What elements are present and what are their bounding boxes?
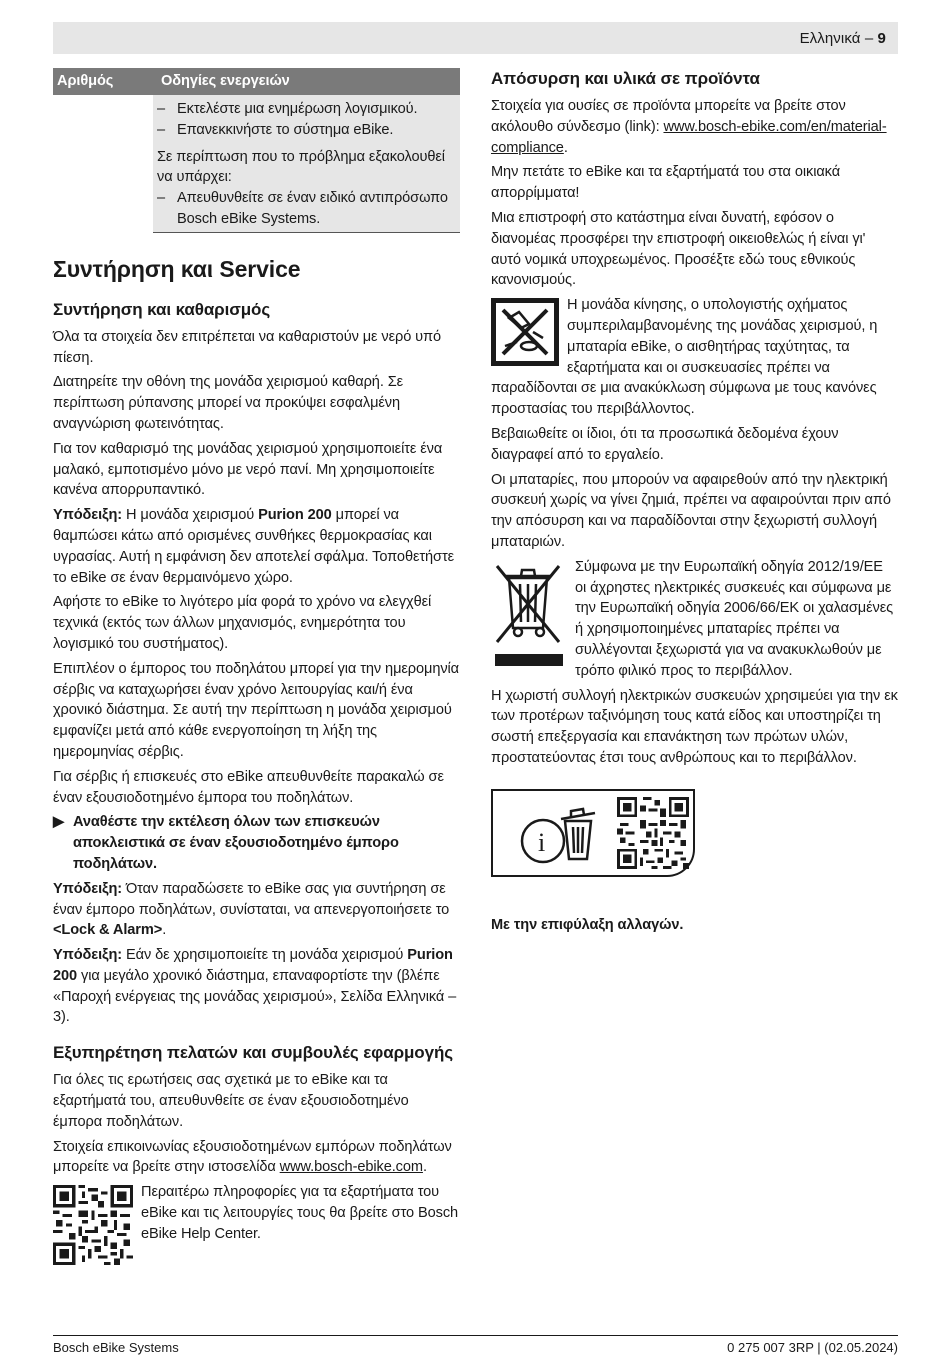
note-label: Υπόδειξη: [53, 947, 123, 964]
qr-code-icon[interactable] [617, 797, 689, 869]
header-separator: – [864, 30, 874, 47]
crossed-bin-icon [491, 560, 567, 668]
dash-bullet: – [157, 190, 166, 207]
info-letter: i [538, 827, 546, 857]
subsection-title-disposal: Απόσυρση και υλικά σε προϊόντα [491, 69, 760, 88]
info-recycle-icon [511, 799, 601, 869]
note-label: Υπόδειξη: [53, 880, 123, 897]
section-title: Συντήρηση και Service [53, 255, 301, 282]
website-link[interactable]: www.bosch-ebike.com [279, 1159, 423, 1176]
note-text: . [162, 922, 167, 939]
subsection-title-maintenance: Συντήρηση και καθαρισμός [53, 299, 271, 319]
paragraph-text: Στοιχεία επικοινωνίας εξουσιοδοτημένων εμπόρων ποδηλάτων μπορείτε να βρείτε στην ιστοσελίδα [53, 1138, 452, 1176]
paragraph: Βεβαιωθείτε οι ίδιοι, ότι τα προσωπικά δεδομένα έχουν διαγραφεί από το εργαλείο. [491, 425, 839, 463]
paragraph: Επιπλέον ο έμπορος του ποδηλάτου μπορεί για την ημερομηνία σέρβις να καταχωρήσει έναν χρόνο λειτουργίας και/ή ένα χρονικό διάστημα. Σε αυτή την περίπτωση η μονάδα χειρισμού εμφανίζει μετά από κάθε ενεργοποίηση τη λήξη της ημερομηνίας σέρβις. [53, 660, 460, 760]
paragraph: Οι μπαταρίες, που μπορούν να αφαιρεθούν από την ηλεκτρική συσκευή χωρίς να γίνει ζημιά, πρέπει να αφαιρούνται πριν από την απόσυρση και να παραδίδονται στην ξεχωριστή συλλογή μπαταριών. [491, 471, 891, 550]
note-paragraph [53, 505, 460, 588]
reserve-note: Με την επιφύλαξη αλλαγών. [491, 916, 684, 933]
table-header-number: Αριθμός [53, 68, 153, 95]
left-column [53, 68, 460, 1269]
table-row [53, 95, 460, 232]
footer-doc-id: 0 275 007 3RP | (02.05.2024) [727, 1340, 898, 1355]
note-label: Υπόδειξη: [53, 507, 123, 524]
paragraph-text: . [422, 1159, 427, 1176]
paragraph-text: Στοιχεία για ουσίες σε προϊόντα μπορείτε να βρείτε στον ακόλουθο σύνδεσμο (link): [491, 98, 846, 135]
product-name: Purion 200 [258, 507, 332, 524]
paragraph: Όλα τα στοιχεία δεν επιτρέπεται να καθαριστούν με νερό υπό πίεση. [53, 328, 442, 366]
paragraph: Μην πετάτε το eBike και τα εξαρτήματά του στα οικιακά απορρίμματα! [491, 164, 841, 202]
table-header-actions: Οδηγίες ενεργειών [153, 68, 460, 95]
instruction-text: Αναθέστε την εκτέλεση όλων των επισκευών αποκλειστικά σε έναν εξουσιοδοτημένο έμπορο ποδηλάτων. [73, 814, 399, 872]
weee-block [491, 557, 898, 682]
arrow-icon: ▶ [53, 814, 65, 831]
footer-divider [53, 1335, 898, 1336]
qr-code-icon[interactable] [53, 1185, 133, 1265]
page-header-text [800, 30, 886, 47]
list-item [157, 188, 456, 230]
weee-text: Σύμφωνα με την Ευρωπαϊκή οδηγία 2012/19/ΕΕ οι άχρηστες ηλεκτρικές συσκευές και σύμφωνα με την Ευρωπαϊκή οδηγία 2006/66/ΕΚ οι χαλασμένες ή χρησιμοποιημένες μπαταρίες πρέπει να συλλέγονται ξεχωριστά για να ανακυκλωθούν με τρόπο φιλικό προς το περιβάλλον. [575, 558, 894, 679]
product-name: Purion 200 [53, 947, 453, 984]
paragraph-text: . [563, 139, 568, 156]
page-number: 9 [877, 30, 886, 47]
paragraph: Αφήστε το eBike το λιγότερο μία φορά το χρόνο να ελεγχθεί τεχνικά (εκτός των άλλων μηχανισμός, ενημερότητα του λογισμικό του συστήματος). [53, 594, 432, 652]
list-item-text: Επανεκκινήστε το σύστημα eBike. [177, 121, 394, 138]
actions-table [53, 68, 460, 233]
help-center-text: Περαιτέρω πληροφορίες για τα εξαρτήματα του eBike και τις λειτουργίες τους θα βρείτε στο Bosch eBike Help Center. [141, 1184, 459, 1242]
dash-bullet: – [157, 101, 166, 117]
note-text: για μεγάλο χρονικό διάστημα, επαναφορτίστε την (βλέπε «Παροχή ενέργειας της μονάδας χειρισμού», Σελίδα Ελληνικά – 3). [53, 967, 457, 1026]
paragraph: Για όλες τις ερωτήσεις σας σχετικά με το eBike και τα εξαρτήματά του, απευθυνθείτε σε έναν εξουσιοδοτημένο έμπορα ποδηλάτων. [53, 1072, 409, 1130]
table-cell-actions [153, 95, 460, 232]
paragraph: Διατηρείτε την οθόνη της μονάδα χειρισμού καθαρή. Σε περίπτωση ρύπανσης μπορεί να προκύψει εσφαλμένη αναγνώριση φωτεινότητας. [53, 374, 404, 432]
setting-name: <Lock & Alarm> [53, 922, 163, 939]
note-text: Εάν δε χρησιμοποιείτε τη μονάδα χειρισμού [122, 947, 408, 964]
dash-bullet: – [157, 121, 166, 138]
paragraph: Για σέρβις ή επισκευές στο eBike απευθυνθείτε παρακαλώ σε έναν εξουσιοδοτημένο έμπορα του ποδηλάτων. [53, 768, 444, 806]
list-item-text: Εκτελέστε μια ενημέρωση λογισμικού. [177, 101, 418, 117]
note-paragraph [53, 945, 460, 1028]
note-text: Η μονάδα χειρισμού [122, 507, 259, 524]
header-language: Ελληνικά [799, 30, 861, 47]
paragraph: Για τον καθαρισμό της μονάδας χειρισμού χρησιμοποιείτε ένα μαλακό, εμποτισμένο μόνο με νερό πανί. Μη χρησιμοποιείτε κανένα απορρυπαντικό. [53, 440, 443, 499]
recycling-block [491, 295, 898, 420]
note-paragraph [53, 879, 460, 941]
paragraph: Μια επιστροφή στο κατάστημα είναι δυνατή, εφόσον ο διανομέας προσφέρει την επιστροφή οικειοθελώς ή είναι γι' αυτό νομικά υποχρεωμένος. Προσέξτε εδώ τους εθνικούς κανονισμούς. [491, 209, 866, 289]
list-item [157, 120, 456, 141]
table-note: Σε περίπτωση που το πρόβλημα εξακολουθεί να υπάρχει: [157, 148, 445, 186]
note-text: Όταν παραδώσετε το eBike σας για συντήρηση σε έναν έμπορο ποδηλάτων, συνίσταται, να απενεργοποιήσετε το [53, 880, 450, 918]
right-column [491, 68, 898, 940]
help-center-block [53, 1182, 460, 1265]
list-item-text: Απευθυνθείτε σε έναν ειδικό αντιπρόσωπο Bosch eBike Systems. [177, 190, 448, 227]
subsection-title-service: Εξυπηρέτηση πελατών και συμβουλές εφαρμογής [53, 1043, 453, 1063]
footer-company: Bosch eBike Systems [53, 1340, 179, 1355]
table-header-row [53, 68, 460, 95]
paragraph [491, 96, 898, 158]
note-text: μπορεί να θαμπώσει κάτω από ορισμένες συνθήκες θερμοκρασίας και υγρασίας. Αυτή η εμφάνιση δεν αποτελεί σφάλμα. Τοποθετήστε το eBike σε έναν θερμαινόμενο χώρο. [53, 507, 455, 586]
paragraph [53, 1137, 460, 1179]
page-header [53, 22, 898, 54]
paragraph: Η χωριστή συλλογή ηλεκτρικών συσκευών χρησιμεύει για την εκ των προτέρων ταξινόμηση τους κατά είδος και υποστηρίζει τη σωστή επεξεργασία και επανάκτηση των πρώτων υλών, προστατεύοντας έτσι τους ανθρώπους και το περιβάλλον. [491, 687, 898, 766]
no-household-waste-icon [491, 298, 559, 366]
info-recycle-box [491, 789, 695, 877]
recycling-text: Η μονάδα κίνησης, ο υπολογιστής οχήματος συμπεριλαμβανομένης της μονάδας χειρισμού, η μπαταρία eBike, ο αισθητήρας ταχύτητας, τα εξαρτήματα και οι συσκευασίες πρέπει να παραδίδονται σε μια ανακύκλωση σύμφωνα με τους κανόνες προστασίας του περιβάλλοντος. [491, 297, 878, 418]
instruction-item [53, 812, 460, 874]
material-compliance-link[interactable]: www.bosch-ebike.com/en/material-compliance [491, 118, 887, 156]
table-cell-number [53, 95, 153, 232]
list-item [157, 99, 456, 120]
